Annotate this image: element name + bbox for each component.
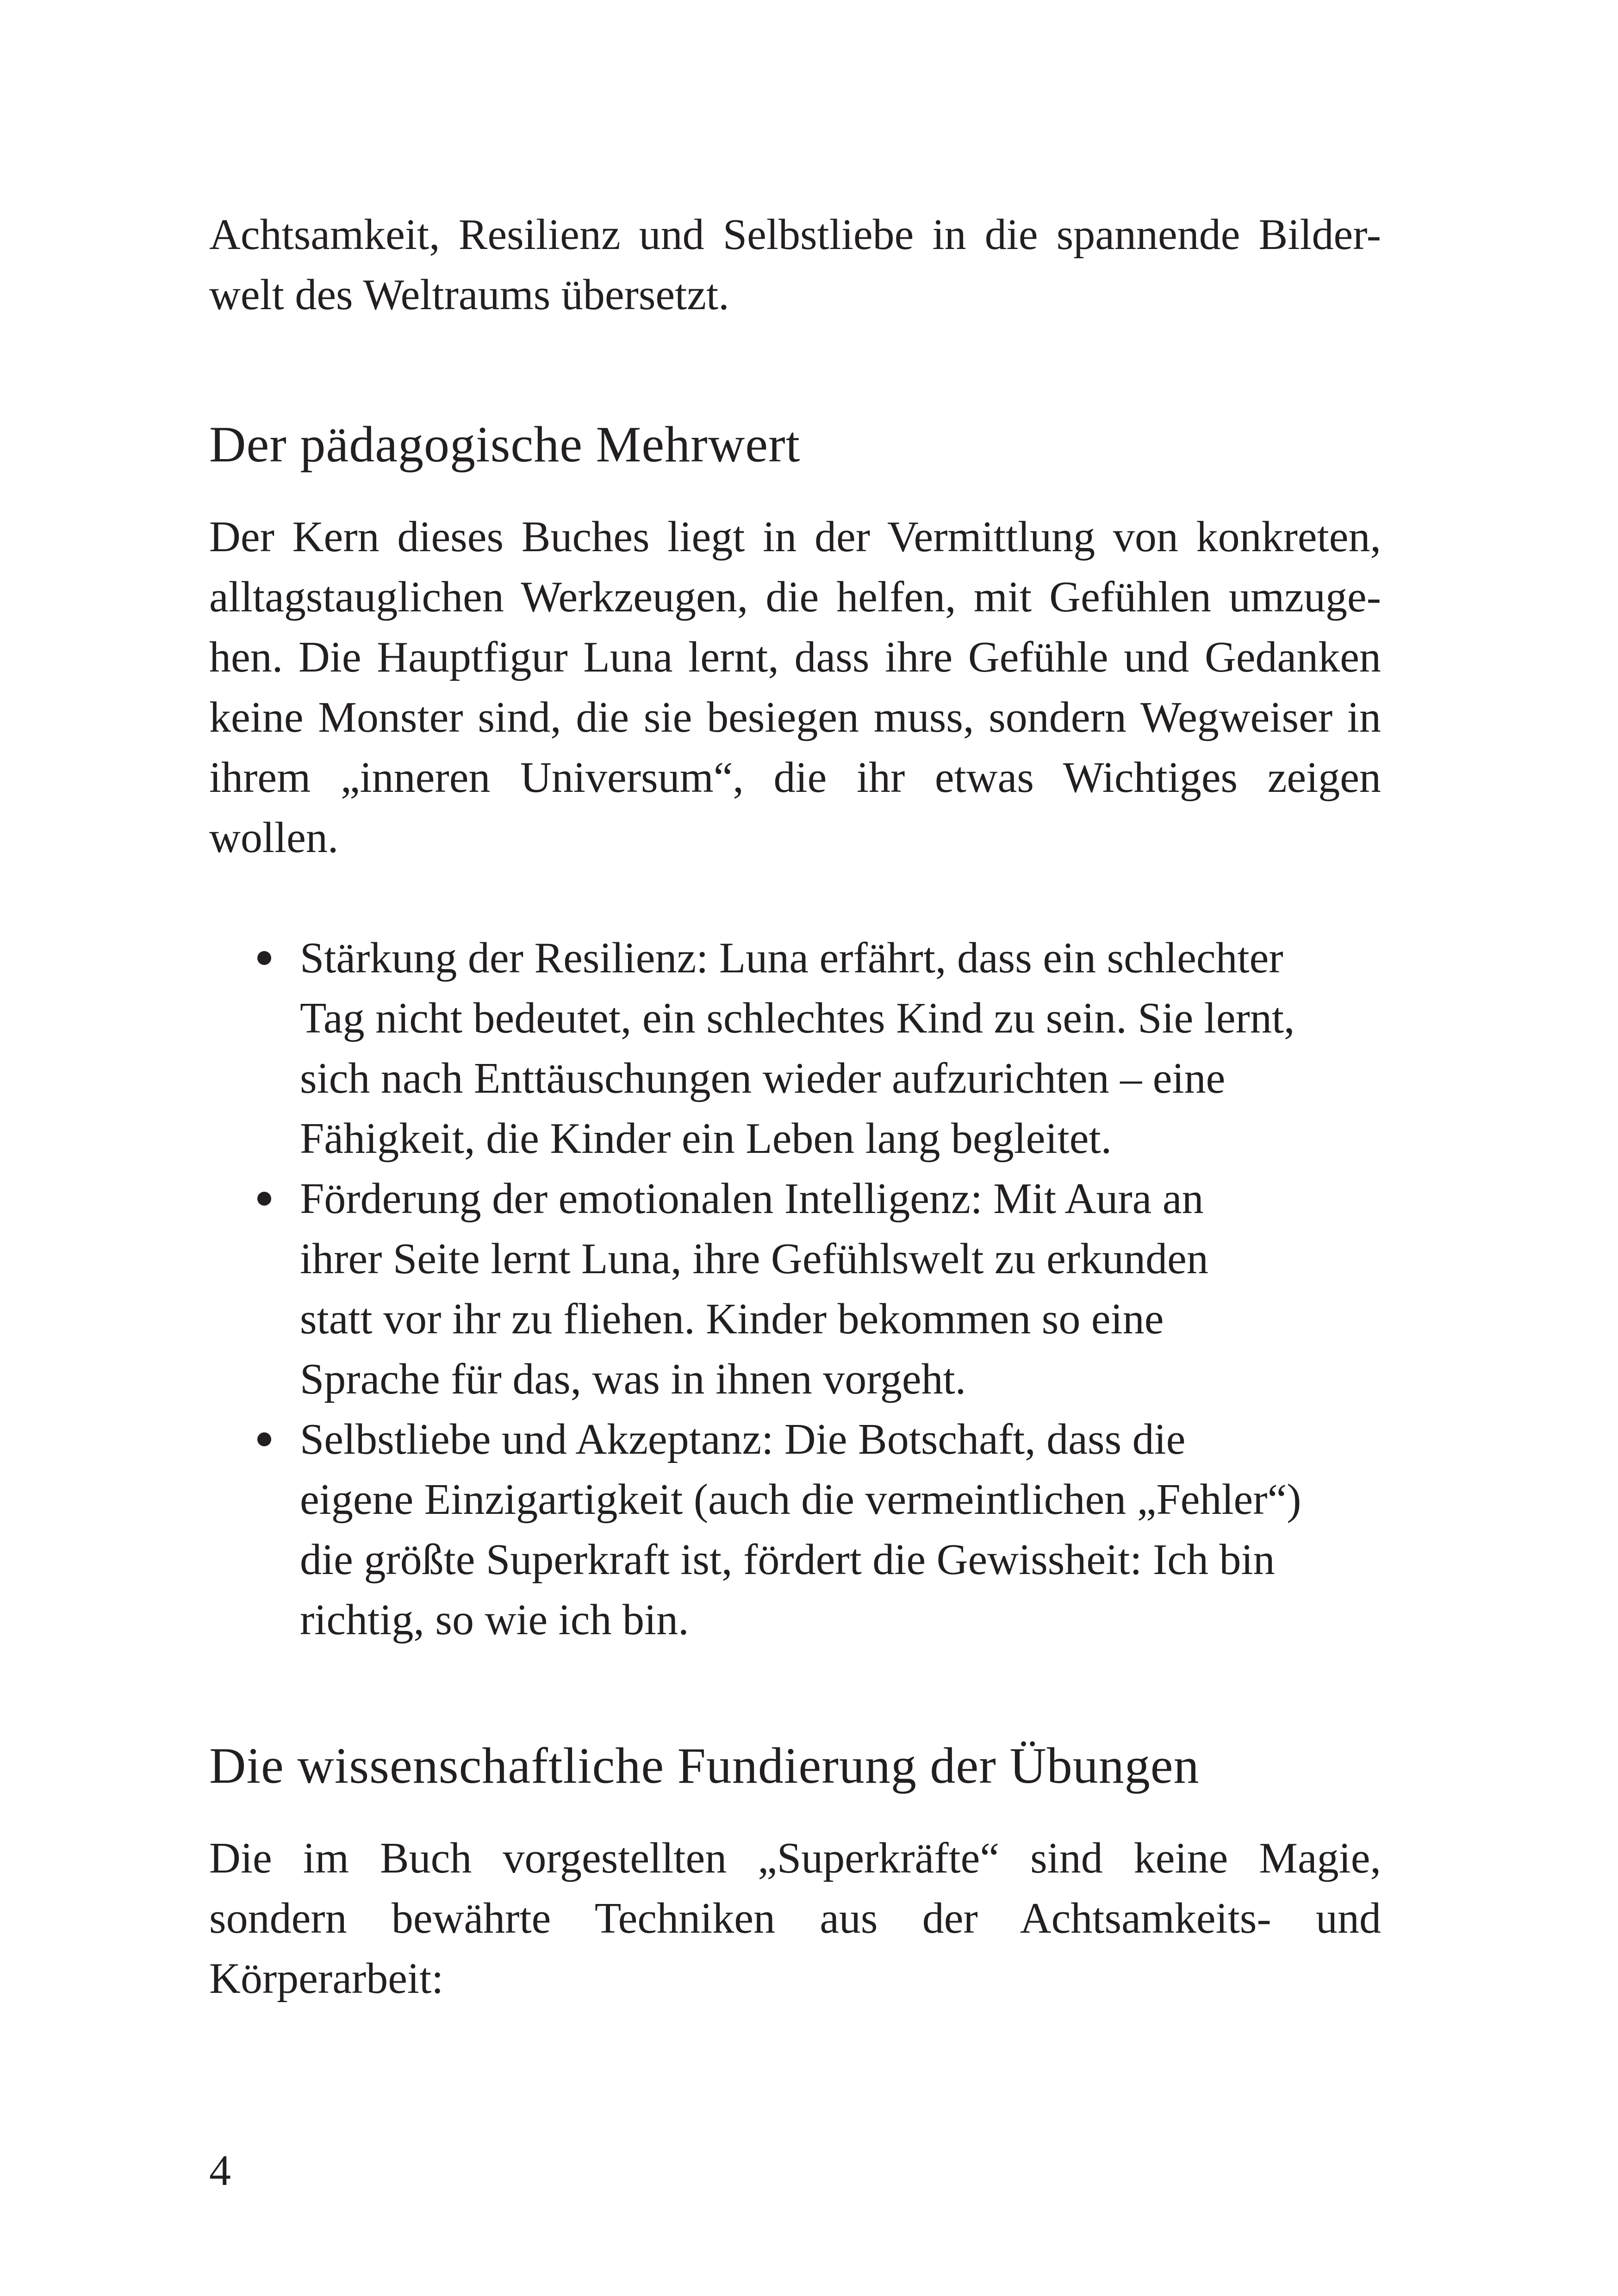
intro-paragraph bbox=[209, 205, 1381, 325]
text-line: statt vor ihr zu fliehen. Kinder bekommen so eine bbox=[300, 1295, 1164, 1343]
text-line: Förderung der emotionalen Intelligenz: Mit Aura an bbox=[300, 1175, 1204, 1223]
text-line: eigene Einzigartigkeit (auch die vermeintlichen „Fehler“) bbox=[300, 1475, 1301, 1524]
text-line: sondern bewährte Techniken aus der Achtsamkeits- und bbox=[209, 1894, 1381, 1942]
bullet-icon bbox=[257, 951, 271, 965]
text-line: Körperarbeit: bbox=[209, 1954, 444, 2003]
text-line: Fähigkeit, die Kinder ein Leben lang begleitet. bbox=[300, 1114, 1112, 1163]
text-line: ihrer Seite lernt Luna, ihre Gefühlswelt zu erkunden bbox=[300, 1235, 1208, 1283]
body-paragraph bbox=[209, 507, 1381, 868]
text-line: Der Kern dieses Buches liegt in der Vermittlung von konkreten, bbox=[209, 513, 1381, 561]
list-item-emotionale-intelligenz bbox=[250, 1169, 1361, 1409]
text-line: Selbstliebe und Akzeptanz: Die Botschaft, dass die bbox=[300, 1415, 1186, 1463]
section-heading-wissenschaftliche-fundierung: Die wissenschaftliche Fundierung der Übungen bbox=[209, 1737, 1200, 1794]
section1-paragraph bbox=[209, 507, 1381, 868]
text-line: richtig, so wie ich bin. bbox=[300, 1596, 689, 1644]
text-line: ihrem „inneren Universum“, die ihr etwas Wichtiges zeigen bbox=[209, 753, 1381, 802]
text-line: alltagstauglichen Werkzeugen, die helfen, mit Gefühlen umzuge- bbox=[209, 573, 1381, 621]
bullet-icon bbox=[257, 1432, 271, 1446]
text-line: welt des Weltraums übersetzt. bbox=[209, 271, 729, 319]
section2-paragraph bbox=[209, 1828, 1381, 2009]
text-line: Tag nicht bedeutet, ein schlechtes Kind zu sein. Sie lernt, bbox=[300, 994, 1295, 1042]
text-line: Achtsamkeit, Resilienz und Selbstliebe in die spannende Bilder- bbox=[209, 211, 1381, 259]
text-line: sich nach Enttäuschungen wieder aufzurichten – eine bbox=[300, 1054, 1226, 1102]
text-line: Die im Buch vorgestellten „Superkräfte“ sind keine Magie, bbox=[209, 1834, 1381, 1882]
body-paragraph bbox=[209, 1828, 1381, 2009]
section-heading-container bbox=[209, 414, 1381, 474]
text-line: Sprache für das, was in ihnen vorgeht. bbox=[300, 1355, 966, 1403]
text-line: hen. Die Hauptfigur Luna lernt, dass ihre Gefühle und Gedanken bbox=[209, 633, 1381, 681]
text-line: keine Monster sind, die sie besiegen muss, sondern Wegweiser in bbox=[209, 693, 1381, 741]
text-line: wollen. bbox=[209, 814, 339, 862]
intro-text bbox=[209, 205, 1381, 325]
text-line: Stärkung der Resilienz: Luna erfährt, dass ein schlechter bbox=[300, 934, 1283, 982]
page-number: 4 bbox=[209, 2147, 231, 2195]
bullet-list bbox=[250, 928, 1361, 1650]
list-item-resilienz bbox=[250, 928, 1361, 1169]
bullet-icon bbox=[257, 1192, 271, 1206]
text-line: die größte Superkraft ist, fördert die Gewissheit: Ich bin bbox=[300, 1536, 1275, 1584]
section-heading-paedagogischer-mehrwert: Der pädagogische Mehrwert bbox=[209, 416, 801, 473]
section-heading-container bbox=[209, 1736, 1381, 1796]
list-item-selbstliebe bbox=[250, 1409, 1361, 1650]
